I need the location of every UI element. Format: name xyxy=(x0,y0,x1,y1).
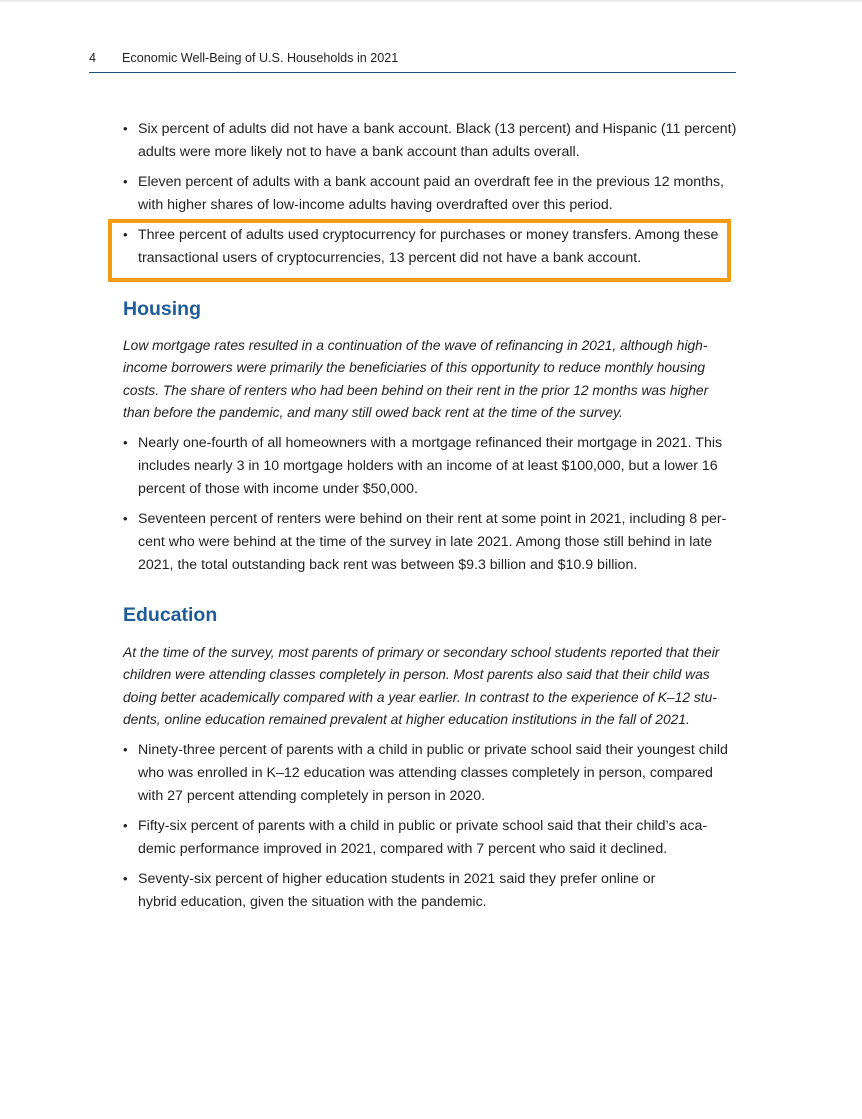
bullet-text: Nearly one-fourth of all homeowners with a mortgage refinanced their mortgage in 2021. This includes nearly 3 in 10 mortgage holders with an income of at least $100,000, but a lower 16 percent of those with income under $50,000. xyxy=(138,435,723,497)
bullet-text: Eleven percent of adults with a bank account paid an overdraft fee in the previous 12 months, with higher shares of low-income adults having overdrafted over this period. xyxy=(138,174,724,213)
bullet-text: Fifty-six percent of parents with a child in public or private school said that their child’s aca-demic performance improved in 2021, compared with 7 percent who said it declined. xyxy=(138,818,708,857)
bullet-icon: • xyxy=(123,871,128,886)
highlight-box xyxy=(108,219,731,282)
bullet-text: Ninety-three percent of parents with a child in public or private school said their youngest child who was enrolled in K–12 education was attending classes completely in person, compared with 27 percent attending completely in person in 2020. xyxy=(138,742,728,804)
page-number: 4 xyxy=(89,51,97,65)
list-item xyxy=(123,739,738,808)
bullet-text: Three percent of adults used cryptocurrency for purchases or money transfers. Among these transactional users of cryptocurrencies, 13 percent did not have a bank account. xyxy=(138,227,719,266)
housing-bullet-list xyxy=(123,432,738,584)
bullet-text: Six percent of adults did not have a bank account. Black (13 percent) and Hispanic (11 percent) adults were more likely not to have a bank account than adults overall. xyxy=(138,121,737,160)
running-header xyxy=(89,50,736,73)
list-item xyxy=(123,508,738,577)
bullet-text: Seventy-six percent of higher education students in 2021 said they prefer online or hybrid education, given the situation with the pandemic. xyxy=(138,871,656,910)
list-item xyxy=(123,171,738,217)
list-item xyxy=(123,868,678,914)
housing-heading: Housing xyxy=(123,298,201,320)
education-intro: At the time of the survey, most parents of primary or secondary school students reported that their children were attending classes completely in person. Most parents also said that their child was doing better academically compared with a year earlier. In contrast to the experience of K–12 stu-dents, online education remained prevalent at higher education institutions in the fall of 2021. xyxy=(123,645,720,728)
bullet-icon: • xyxy=(123,121,128,136)
bullet-icon: • xyxy=(123,742,128,757)
bullet-icon: • xyxy=(123,435,128,450)
bullet-icon: • xyxy=(123,818,128,833)
education-heading: Education xyxy=(123,604,218,626)
bullet-text: Seventeen percent of renters were behind on their rent at some point in 2021, including 8 per-cent who were behind at the time of the survey in late 2021. Among those still behind in late 2021, the total outstanding back rent was between $9.3 billion and $10.9 billion. xyxy=(138,511,727,573)
page-top-edge xyxy=(0,0,862,3)
housing-intro: Low mortgage rates resulted in a continuation of the wave of refinancing in 2021, although high-income borrowers were primarily the beneficiaries of this opportunity to reduce monthly housing costs. The share of renters who had been behind on their rent in the prior 12 months was higher than before the pandemic, and many still owed back rent at the time of the survey. xyxy=(123,338,709,421)
bullet-icon: • xyxy=(123,511,128,526)
running-title: Economic Well-Being of U.S. Households in 2021 xyxy=(122,51,399,65)
bullet-icon: • xyxy=(123,174,128,189)
list-item xyxy=(123,432,738,501)
list-item xyxy=(123,815,738,861)
list-item xyxy=(123,118,738,164)
education-bullet-list xyxy=(123,739,738,921)
bullet-icon: • xyxy=(123,227,128,242)
